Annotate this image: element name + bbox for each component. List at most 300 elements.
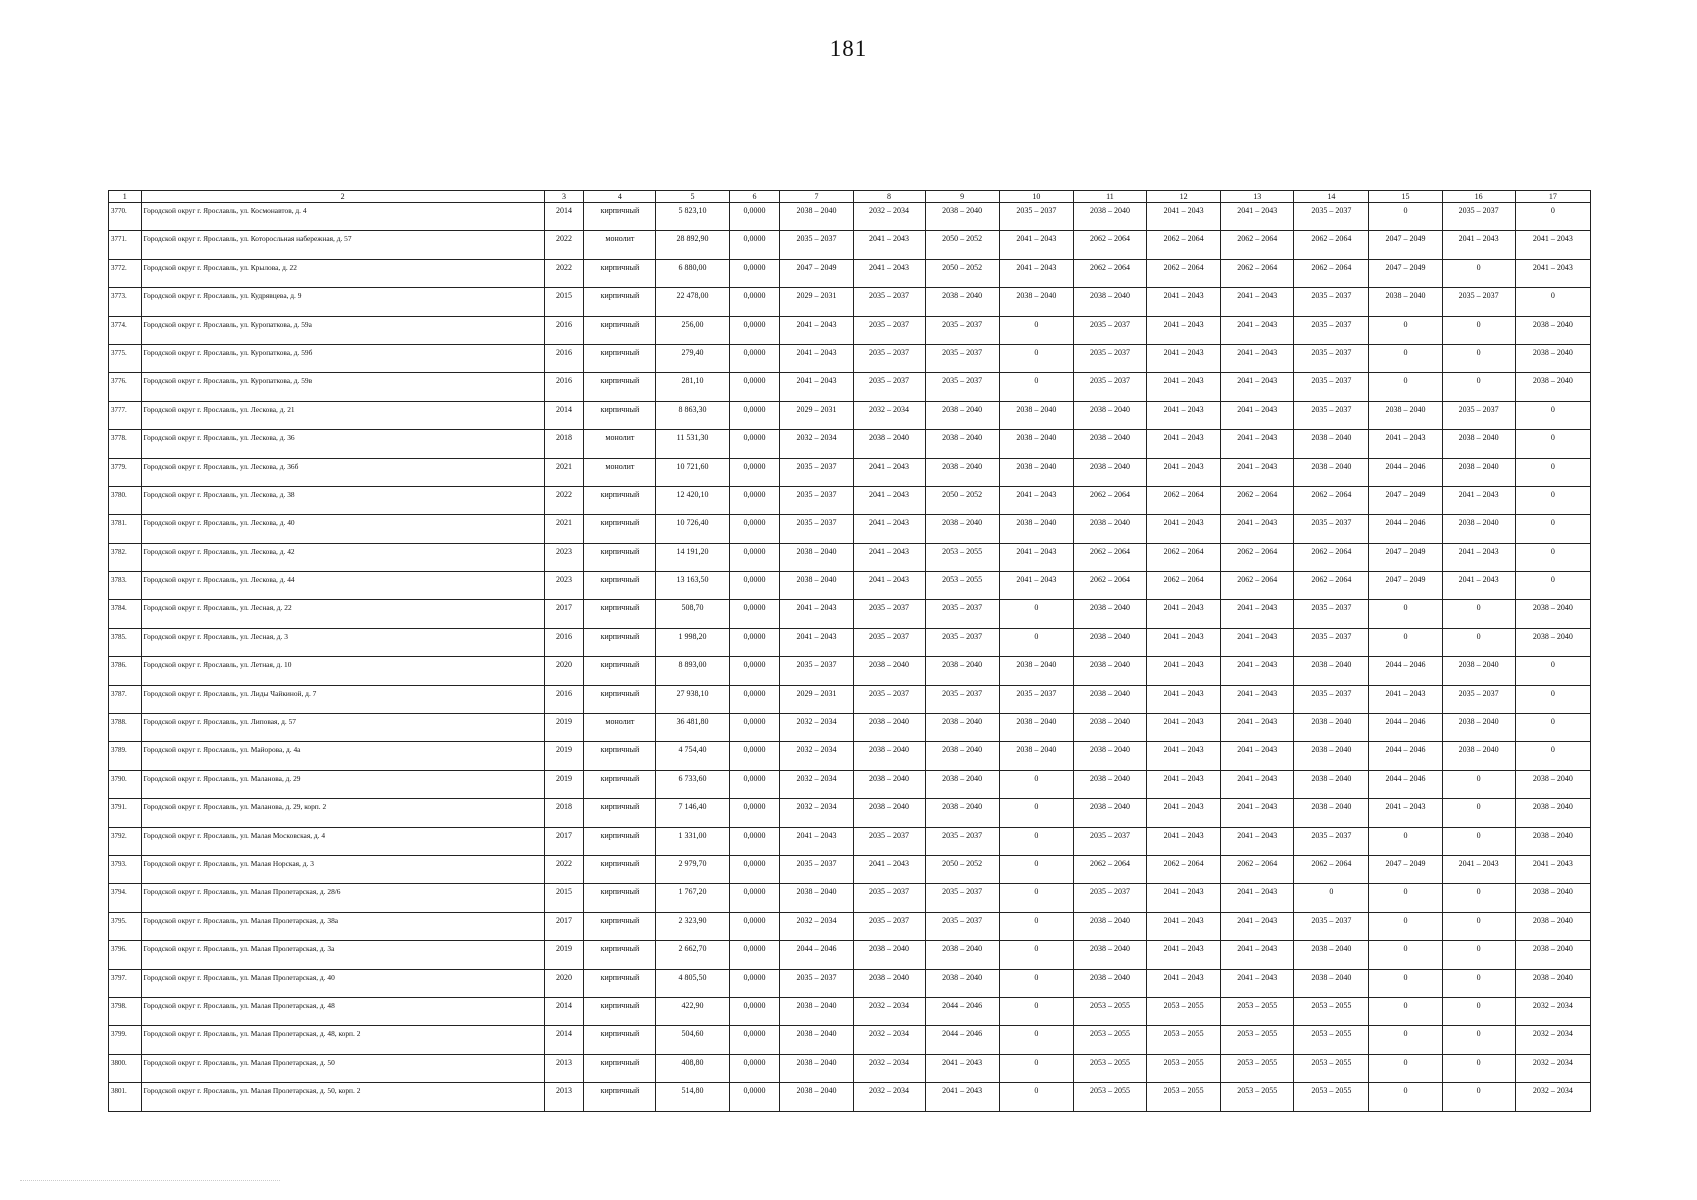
table-cell: 0 bbox=[999, 600, 1073, 628]
table-cell: 2038 – 2040 bbox=[925, 770, 999, 798]
table-cell: 2035 – 2037 bbox=[853, 628, 925, 656]
table-cell: 2062 – 2064 bbox=[1073, 543, 1146, 571]
row-number-cell: 3796. bbox=[109, 941, 142, 969]
table-row bbox=[109, 316, 1591, 344]
table-cell: 0,0000 bbox=[729, 628, 780, 656]
table-cell: 0,0000 bbox=[729, 827, 780, 855]
table-cell: 2053 – 2055 bbox=[1147, 997, 1221, 1025]
table-cell: 2041 – 2043 bbox=[1221, 799, 1294, 827]
table-cell: кирпичный bbox=[584, 515, 656, 543]
table-cell: монолит bbox=[584, 231, 656, 259]
table-cell: кирпичный bbox=[584, 969, 656, 997]
table-cell: 2041 – 2043 bbox=[1442, 231, 1515, 259]
table-cell: 0 bbox=[999, 1026, 1073, 1054]
table-cell: 0,0000 bbox=[729, 1083, 780, 1111]
table-cell: 2035 – 2037 bbox=[853, 600, 925, 628]
table-cell: 2062 – 2064 bbox=[1221, 231, 1294, 259]
table-row bbox=[109, 344, 1591, 372]
table-cell: 2041 – 2043 bbox=[1515, 231, 1590, 259]
table-cell: 0 bbox=[999, 373, 1073, 401]
table-cell: 0 bbox=[1515, 401, 1590, 429]
table-cell: 2032 – 2034 bbox=[853, 1083, 925, 1111]
table-cell: 2017 bbox=[544, 912, 584, 940]
table-cell: 2038 – 2040 bbox=[1073, 203, 1146, 231]
table-cell: 2041 – 2043 bbox=[1221, 515, 1294, 543]
table-cell: 2038 – 2040 bbox=[925, 657, 999, 685]
row-number-cell: 3774. bbox=[109, 316, 142, 344]
table-cell: 2032 – 2034 bbox=[853, 997, 925, 1025]
table-cell: 2038 – 2040 bbox=[1442, 515, 1515, 543]
table-cell: 2032 – 2034 bbox=[1515, 1083, 1590, 1111]
row-number-cell: 3788. bbox=[109, 714, 142, 742]
row-number-cell: 3771. bbox=[109, 231, 142, 259]
table-cell: 2062 – 2064 bbox=[1073, 486, 1146, 514]
table-cell: 2038 – 2040 bbox=[1515, 941, 1590, 969]
table-cell: 2035 – 2037 bbox=[1073, 344, 1146, 372]
table-cell: 0 bbox=[1442, 969, 1515, 997]
address-cell: Городской округ г. Ярославль, ул. Лесная, д. 22 bbox=[141, 600, 544, 628]
table-cell: 0 bbox=[1442, 373, 1515, 401]
table-row bbox=[109, 373, 1591, 401]
table-cell: 2062 – 2064 bbox=[1221, 259, 1294, 287]
table-cell: кирпичный bbox=[584, 884, 656, 912]
table-cell: 2041 – 2043 bbox=[780, 628, 853, 656]
address-cell: Городской округ г. Ярославль, ул. Кудрявцева, д. 9 bbox=[141, 288, 544, 316]
column-header-3: 3 bbox=[544, 191, 584, 203]
table-cell: 0 bbox=[1369, 884, 1442, 912]
table-cell: 0 bbox=[1369, 1083, 1442, 1111]
table-row bbox=[109, 628, 1591, 656]
table-cell: 279,40 bbox=[656, 344, 729, 372]
table-cell: 2062 – 2064 bbox=[1147, 543, 1221, 571]
row-number-cell: 3783. bbox=[109, 572, 142, 600]
table-cell: 2032 – 2034 bbox=[780, 742, 853, 770]
table-cell: 2038 – 2040 bbox=[1442, 430, 1515, 458]
table-cell: 0 bbox=[1442, 1026, 1515, 1054]
table-cell: 1 767,20 bbox=[656, 884, 729, 912]
table-cell: 2019 bbox=[544, 714, 584, 742]
table-cell: 2053 – 2055 bbox=[1221, 1026, 1294, 1054]
table-cell: 2053 – 2055 bbox=[1147, 1026, 1221, 1054]
address-cell: Городской округ г. Ярославль, ул. Лиды Чайкиной, д. 7 bbox=[141, 685, 544, 713]
table-cell: 0,0000 bbox=[729, 373, 780, 401]
address-cell: Городской округ г. Ярославль, ул. Лескова, д. 21 bbox=[141, 401, 544, 429]
table-cell: 2035 – 2037 bbox=[925, 600, 999, 628]
table-cell: 2015 bbox=[544, 884, 584, 912]
table-cell: 2038 – 2040 bbox=[999, 401, 1073, 429]
table-cell: 2038 – 2040 bbox=[780, 543, 853, 571]
table-cell: 2038 – 2040 bbox=[1369, 401, 1442, 429]
table-cell: 2038 – 2040 bbox=[1442, 458, 1515, 486]
table-cell: 2035 – 2037 bbox=[780, 231, 853, 259]
table-cell: 2047 – 2049 bbox=[1369, 543, 1442, 571]
table-cell: 2041 – 2043 bbox=[853, 572, 925, 600]
table-cell: 2041 – 2043 bbox=[1147, 458, 1221, 486]
table-cell: 2014 bbox=[544, 203, 584, 231]
table-cell: 0 bbox=[1515, 657, 1590, 685]
table-cell: 2062 – 2064 bbox=[1147, 572, 1221, 600]
table-cell: 2041 – 2043 bbox=[1221, 884, 1294, 912]
row-number-cell: 3780. bbox=[109, 486, 142, 514]
table-cell: 2041 – 2043 bbox=[999, 572, 1073, 600]
table-cell: 2062 – 2064 bbox=[1294, 486, 1369, 514]
table-cell: 2053 – 2055 bbox=[1221, 997, 1294, 1025]
table-cell: 2041 – 2043 bbox=[1221, 373, 1294, 401]
table-cell: 2038 – 2040 bbox=[1515, 912, 1590, 940]
table-cell: 2016 bbox=[544, 373, 584, 401]
table-cell: 2035 – 2037 bbox=[853, 827, 925, 855]
row-number-cell: 3785. bbox=[109, 628, 142, 656]
table-cell: 2035 – 2037 bbox=[1442, 203, 1515, 231]
table-cell: 27 938,10 bbox=[656, 685, 729, 713]
table-cell: кирпичный bbox=[584, 401, 656, 429]
table-cell: 22 478,00 bbox=[656, 288, 729, 316]
table-cell: 0 bbox=[1442, 1083, 1515, 1111]
table-cell: 2038 – 2040 bbox=[853, 714, 925, 742]
table-cell: 0 bbox=[1515, 288, 1590, 316]
table-cell: 14 191,20 bbox=[656, 543, 729, 571]
table-cell: 2053 – 2055 bbox=[1073, 1083, 1146, 1111]
table-cell: 2062 – 2064 bbox=[1221, 572, 1294, 600]
table-row bbox=[109, 714, 1591, 742]
row-number-cell: 3787. bbox=[109, 685, 142, 713]
table-cell: 2053 – 2055 bbox=[1294, 1054, 1369, 1082]
table-cell: 2041 – 2043 bbox=[1147, 742, 1221, 770]
table-cell: 2032 – 2034 bbox=[853, 401, 925, 429]
table-cell: 2053 – 2055 bbox=[1294, 997, 1369, 1025]
column-header-8: 8 bbox=[853, 191, 925, 203]
table-cell: 2019 bbox=[544, 742, 584, 770]
table-cell: 2038 – 2040 bbox=[925, 458, 999, 486]
address-cell: Городской округ г. Ярославль, ул. Лескова, д. 44 bbox=[141, 572, 544, 600]
table-cell: 2035 – 2037 bbox=[1294, 685, 1369, 713]
table-cell: 2062 – 2064 bbox=[1073, 855, 1146, 883]
table-cell: 256,00 bbox=[656, 316, 729, 344]
table-cell: кирпичный bbox=[584, 259, 656, 287]
table-cell: 0,0000 bbox=[729, 941, 780, 969]
table-cell: 2035 – 2037 bbox=[1294, 344, 1369, 372]
table-row bbox=[109, 997, 1591, 1025]
table-cell: 2038 – 2040 bbox=[780, 1026, 853, 1054]
table-cell: 2038 – 2040 bbox=[1073, 430, 1146, 458]
table-cell: 2041 – 2043 bbox=[853, 515, 925, 543]
table-cell: 0 bbox=[999, 1054, 1073, 1082]
table-cell: 0,0000 bbox=[729, 600, 780, 628]
table-cell: 508,70 bbox=[656, 600, 729, 628]
table-row bbox=[109, 770, 1591, 798]
table-header bbox=[109, 191, 1591, 203]
table-cell: 2038 – 2040 bbox=[1515, 969, 1590, 997]
table-cell: 504,60 bbox=[656, 1026, 729, 1054]
table-cell: 0 bbox=[1369, 941, 1442, 969]
table-cell: 2038 – 2040 bbox=[999, 458, 1073, 486]
table-cell: 2038 – 2040 bbox=[1442, 657, 1515, 685]
table-cell: 2038 – 2040 bbox=[1294, 941, 1369, 969]
row-number-cell: 3773. bbox=[109, 288, 142, 316]
table-cell: 2038 – 2040 bbox=[1294, 430, 1369, 458]
row-number-cell: 3792. bbox=[109, 827, 142, 855]
table-cell: 2016 bbox=[544, 628, 584, 656]
table-cell: 2044 – 2046 bbox=[925, 1026, 999, 1054]
table-row bbox=[109, 742, 1591, 770]
table-cell: 2041 – 2043 bbox=[1147, 714, 1221, 742]
table-cell: 2038 – 2040 bbox=[925, 714, 999, 742]
table-cell: 2038 – 2040 bbox=[1294, 742, 1369, 770]
table-cell: 2035 – 2037 bbox=[1442, 288, 1515, 316]
row-number-cell: 3801. bbox=[109, 1083, 142, 1111]
table-cell: 0 bbox=[1369, 827, 1442, 855]
table-cell: 0,0000 bbox=[729, 1026, 780, 1054]
table-cell: 0 bbox=[999, 969, 1073, 997]
table-cell: 0 bbox=[999, 912, 1073, 940]
table-cell: 2041 – 2043 bbox=[1221, 288, 1294, 316]
table-cell: 2035 – 2037 bbox=[853, 373, 925, 401]
table-cell: 2038 – 2040 bbox=[925, 401, 999, 429]
table-cell: 2041 – 2043 bbox=[1147, 770, 1221, 798]
table-cell: 0 bbox=[999, 799, 1073, 827]
table-cell: 8 893,00 bbox=[656, 657, 729, 685]
table-cell: 0 bbox=[999, 855, 1073, 883]
address-cell: Городской округ г. Ярославль, ул. Лескова, д. 36 bbox=[141, 430, 544, 458]
table-cell: 2035 – 2037 bbox=[853, 288, 925, 316]
table-cell: 0 bbox=[1442, 259, 1515, 287]
table-cell: 2035 – 2037 bbox=[853, 685, 925, 713]
address-cell: Городской округ г. Ярославль, ул. Лесная, д. 3 bbox=[141, 628, 544, 656]
table-cell: 2014 bbox=[544, 1026, 584, 1054]
table-cell: 0,0000 bbox=[729, 259, 780, 287]
column-header-15: 15 bbox=[1369, 191, 1442, 203]
table-cell: 2038 – 2040 bbox=[1515, 373, 1590, 401]
table-cell: 2041 – 2043 bbox=[1147, 401, 1221, 429]
table-cell: 2035 – 2037 bbox=[1442, 685, 1515, 713]
table-cell: 2041 – 2043 bbox=[1442, 855, 1515, 883]
row-number-cell: 3797. bbox=[109, 969, 142, 997]
table-cell: 2038 – 2040 bbox=[1294, 799, 1369, 827]
row-number-cell: 3784. bbox=[109, 600, 142, 628]
table-cell: 2038 – 2040 bbox=[853, 770, 925, 798]
table-cell: 2038 – 2040 bbox=[1073, 685, 1146, 713]
table-cell: 2038 – 2040 bbox=[1073, 969, 1146, 997]
table-cell: 2047 – 2049 bbox=[1369, 855, 1442, 883]
table-cell: 2019 bbox=[544, 770, 584, 798]
table-cell: 2022 bbox=[544, 486, 584, 514]
table-cell: 0,0000 bbox=[729, 912, 780, 940]
table-cell: 2041 – 2043 bbox=[1515, 855, 1590, 883]
table-cell: кирпичный bbox=[584, 288, 656, 316]
row-number-cell: 3778. bbox=[109, 430, 142, 458]
table-cell: 2032 – 2034 bbox=[780, 770, 853, 798]
table-cell: 2038 – 2040 bbox=[780, 203, 853, 231]
table-cell: 0,0000 bbox=[729, 742, 780, 770]
table-row bbox=[109, 600, 1591, 628]
table-cell: 2035 – 2037 bbox=[925, 373, 999, 401]
row-number-cell: 3777. bbox=[109, 401, 142, 429]
table-cell: 2035 – 2037 bbox=[1073, 827, 1146, 855]
table-cell: 2013 bbox=[544, 1054, 584, 1082]
table-cell: 2041 – 2043 bbox=[1221, 969, 1294, 997]
table-cell: 2035 – 2037 bbox=[1073, 316, 1146, 344]
table-cell: 0 bbox=[1515, 742, 1590, 770]
table-cell: кирпичный bbox=[584, 1054, 656, 1082]
table-cell: 2032 – 2034 bbox=[853, 1026, 925, 1054]
table-cell: 2041 – 2043 bbox=[780, 827, 853, 855]
table-cell: 2047 – 2049 bbox=[1369, 231, 1442, 259]
table-cell: 2035 – 2037 bbox=[1294, 628, 1369, 656]
table-cell: 0 bbox=[1442, 997, 1515, 1025]
table-cell: 2038 – 2040 bbox=[925, 799, 999, 827]
table-row bbox=[109, 572, 1591, 600]
table-cell: 0,0000 bbox=[729, 231, 780, 259]
table-cell: 2041 – 2043 bbox=[1147, 827, 1221, 855]
table-cell: 2020 bbox=[544, 657, 584, 685]
row-number-cell: 3782. bbox=[109, 543, 142, 571]
table-cell: 0 bbox=[1515, 572, 1590, 600]
address-cell: Городской округ г. Ярославль, ул. Лескова, д. 36б bbox=[141, 458, 544, 486]
address-cell: Городской округ г. Ярославль, ул. Малая Пролетарская, д. 48 bbox=[141, 997, 544, 1025]
table-cell: 2038 – 2040 bbox=[780, 884, 853, 912]
table-cell: монолит bbox=[584, 714, 656, 742]
row-number-cell: 3795. bbox=[109, 912, 142, 940]
table-cell: кирпичный bbox=[584, 912, 656, 940]
table-cell: 2016 bbox=[544, 685, 584, 713]
table-cell: 2035 – 2037 bbox=[925, 912, 999, 940]
table-cell: 2035 – 2037 bbox=[1294, 203, 1369, 231]
table-cell: 2032 – 2034 bbox=[780, 912, 853, 940]
table-cell: 2035 – 2037 bbox=[999, 685, 1073, 713]
table-cell: кирпичный bbox=[584, 572, 656, 600]
table-cell: 2032 – 2034 bbox=[780, 430, 853, 458]
table-cell: 2041 – 2043 bbox=[999, 543, 1073, 571]
table-cell: 2053 – 2055 bbox=[1294, 1026, 1369, 1054]
table-cell: 2038 – 2040 bbox=[925, 288, 999, 316]
table-cell: 2050 – 2052 bbox=[925, 486, 999, 514]
table-cell: 5 823,10 bbox=[656, 203, 729, 231]
table-row bbox=[109, 259, 1591, 287]
table-cell: 2041 – 2043 bbox=[1221, 912, 1294, 940]
table-row bbox=[109, 203, 1591, 231]
table-cell: 2038 – 2040 bbox=[925, 430, 999, 458]
table-cell: 408,80 bbox=[656, 1054, 729, 1082]
column-header-17: 17 bbox=[1515, 191, 1590, 203]
table-row bbox=[109, 1083, 1591, 1111]
table-cell: 2041 – 2043 bbox=[1221, 344, 1294, 372]
table-cell: 2038 – 2040 bbox=[1073, 714, 1146, 742]
table-cell: 0 bbox=[1369, 1026, 1442, 1054]
table-cell: 2038 – 2040 bbox=[925, 515, 999, 543]
table-cell: кирпичный bbox=[584, 657, 656, 685]
header-row bbox=[109, 191, 1591, 203]
table-cell: 10 726,40 bbox=[656, 515, 729, 543]
table-cell: 0,0000 bbox=[729, 430, 780, 458]
table-cell: 2032 – 2034 bbox=[853, 203, 925, 231]
table-cell: 0 bbox=[1369, 628, 1442, 656]
table-row bbox=[109, 458, 1591, 486]
table-cell: 2038 – 2040 bbox=[925, 742, 999, 770]
address-cell: Городской округ г. Ярославль, ул. Майорова, д. 4а bbox=[141, 742, 544, 770]
table-cell: 2038 – 2040 bbox=[853, 742, 925, 770]
table-cell: 0,0000 bbox=[729, 1054, 780, 1082]
table-cell: 0,0000 bbox=[729, 969, 780, 997]
table-row bbox=[109, 1026, 1591, 1054]
table-cell: 2038 – 2040 bbox=[1073, 912, 1146, 940]
table-cell: 2041 – 2043 bbox=[1221, 941, 1294, 969]
table-cell: 2023 bbox=[544, 543, 584, 571]
table-cell: 2035 – 2037 bbox=[780, 486, 853, 514]
table-cell: 2029 – 2031 bbox=[780, 685, 853, 713]
table-row bbox=[109, 941, 1591, 969]
address-cell: Городской округ г. Ярославль, ул. Лескова, д. 42 bbox=[141, 543, 544, 571]
table-cell: 0 bbox=[1442, 344, 1515, 372]
table-cell: 514,80 bbox=[656, 1083, 729, 1111]
table-cell: 2035 – 2037 bbox=[780, 855, 853, 883]
table-cell: 2041 – 2043 bbox=[1147, 657, 1221, 685]
registry-table bbox=[108, 190, 1591, 1112]
column-header-13: 13 bbox=[1221, 191, 1294, 203]
table-cell: 2032 – 2034 bbox=[1515, 1026, 1590, 1054]
table-cell: 2041 – 2043 bbox=[780, 316, 853, 344]
table-cell: 2041 – 2043 bbox=[1147, 628, 1221, 656]
table-cell: 12 420,10 bbox=[656, 486, 729, 514]
row-number-cell: 3800. bbox=[109, 1054, 142, 1082]
table-cell: 2062 – 2064 bbox=[1294, 572, 1369, 600]
table-cell: 2041 – 2043 bbox=[1221, 458, 1294, 486]
table-cell: 2038 – 2040 bbox=[780, 1054, 853, 1082]
table-cell: 2041 – 2043 bbox=[1147, 288, 1221, 316]
table-cell: 2038 – 2040 bbox=[1073, 401, 1146, 429]
table-cell: 2029 – 2031 bbox=[780, 401, 853, 429]
table-cell: 6 733,60 bbox=[656, 770, 729, 798]
table-cell: 0 bbox=[1369, 969, 1442, 997]
table-cell: 0 bbox=[999, 770, 1073, 798]
table-cell: 2041 – 2043 bbox=[780, 373, 853, 401]
table-cell: кирпичный bbox=[584, 685, 656, 713]
address-cell: Городской округ г. Ярославль, ул. Космонавтов, д. 4 bbox=[141, 203, 544, 231]
table-cell: 0 bbox=[999, 1083, 1073, 1111]
table-cell: 2035 – 2037 bbox=[1294, 401, 1369, 429]
table-cell: 2041 – 2043 bbox=[853, 231, 925, 259]
table-cell: 2041 – 2043 bbox=[1221, 657, 1294, 685]
table-cell: 2062 – 2064 bbox=[1147, 486, 1221, 514]
table-cell: 2035 – 2037 bbox=[925, 685, 999, 713]
table-cell: 2044 – 2046 bbox=[1369, 657, 1442, 685]
table-cell: 2038 – 2040 bbox=[1515, 344, 1590, 372]
table-cell: 0 bbox=[1515, 203, 1590, 231]
table-cell: 0,0000 bbox=[729, 572, 780, 600]
table-cell: 2041 – 2043 bbox=[1147, 969, 1221, 997]
table-cell: 2044 – 2046 bbox=[1369, 515, 1442, 543]
table-cell: 2062 – 2064 bbox=[1147, 855, 1221, 883]
table-row bbox=[109, 827, 1591, 855]
table-row bbox=[109, 486, 1591, 514]
table-cell: 2041 – 2043 bbox=[1442, 572, 1515, 600]
table-cell: 2017 bbox=[544, 827, 584, 855]
table-cell: 2041 – 2043 bbox=[853, 486, 925, 514]
table-cell: 2038 – 2040 bbox=[1442, 714, 1515, 742]
table-cell: 2035 – 2037 bbox=[925, 628, 999, 656]
table-cell: 0 bbox=[1369, 997, 1442, 1025]
table-cell: 2041 – 2043 bbox=[780, 344, 853, 372]
table-cell: 0 bbox=[1442, 628, 1515, 656]
table-cell: 2041 – 2043 bbox=[1147, 430, 1221, 458]
table-cell: 2017 bbox=[544, 600, 584, 628]
scan-artifact bbox=[20, 1180, 280, 1183]
table-cell: 2041 – 2043 bbox=[1221, 770, 1294, 798]
table-cell: 2041 – 2043 bbox=[1147, 344, 1221, 372]
table-cell: 0,0000 bbox=[729, 855, 780, 883]
table-cell: 2035 – 2037 bbox=[853, 912, 925, 940]
table-cell: кирпичный bbox=[584, 799, 656, 827]
table-cell: 0 bbox=[1515, 458, 1590, 486]
